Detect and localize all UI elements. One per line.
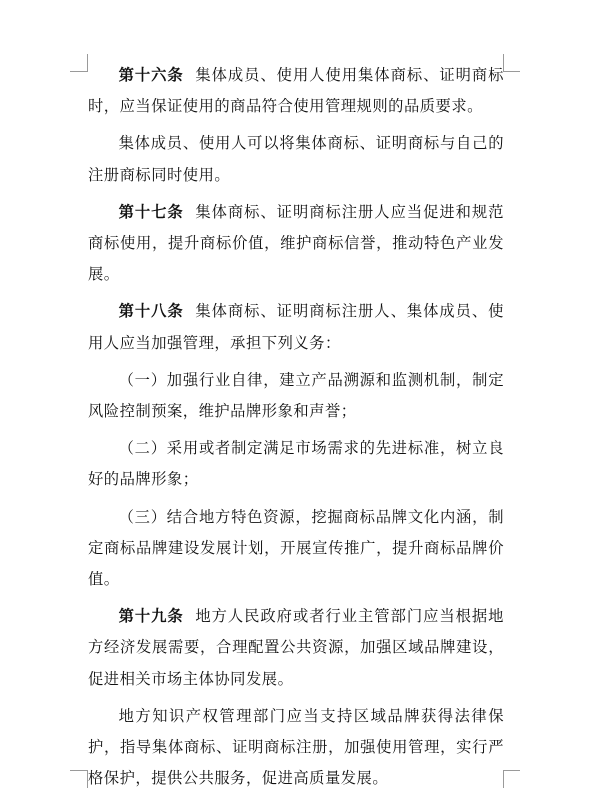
article-heading: 第十八条 [118,302,184,321]
article-text: 集体商标、证明商标注册人、集体成员、使用人应当加强管理，承担下列义务： [88,302,504,352]
paragraph-text: 地方知识产权管理部门应当支持区域品牌获得法律保护，指导集体商标、证明商标注册，加强使用管理，实行严格保护，提供公共服务，促进高质量发展。 [88,706,504,788]
article-17 [88,197,504,291]
article-text: 集体商标、证明商标注册人应当促进和规范商标使用，提升商标价值，维护商标信誉，推动特色产业发展。 [88,202,504,284]
article-16 [88,60,504,122]
list-item-text: （二）采用或者制定满足市场需求的先进标准，树立良好的品牌形象； [88,439,504,489]
list-item-text: （三）结合地方特色资源，挖掘商标品牌文化内涵，制定商标品牌建设发展计划，开展宣传推广，提升商标品牌价值。 [88,507,504,589]
list-item [88,433,504,495]
corner-mark-top-right-h [503,71,520,72]
corner-mark-top-left-h [70,71,87,72]
list-item-text: （一）加强行业自律，建立产品溯源和监测机制，制定风险控制预案，维护品牌形象和声誉； [88,370,504,421]
article-heading: 第十九条 [118,607,184,626]
document-body [88,60,504,794]
article-19 [88,601,504,695]
article-heading: 第十六条 [118,66,184,84]
paragraph [88,701,504,795]
list-item [88,365,504,427]
list-item [88,502,504,596]
corner-mark-bottom-left-h [70,770,87,771]
paragraph [88,128,504,190]
corner-mark-bottom-right-h [503,770,520,771]
article-heading: 第十七条 [118,202,184,221]
article-text: 集体成员、使用人使用集体商标、证明商标时，应当保证使用的商品符合使用管理规则的品质要求。 [88,66,504,116]
article-text: 地方人民政府或者行业主管部门应当根据地方经济发展需要，合理配置公共资源，加强区域品牌建设，促进相关市场主体协同发展。 [88,607,504,688]
article-18 [88,296,504,358]
paragraph-text: 集体成员、使用人可以将集体商标、证明商标与自己的注册商标同时使用。 [88,134,504,184]
